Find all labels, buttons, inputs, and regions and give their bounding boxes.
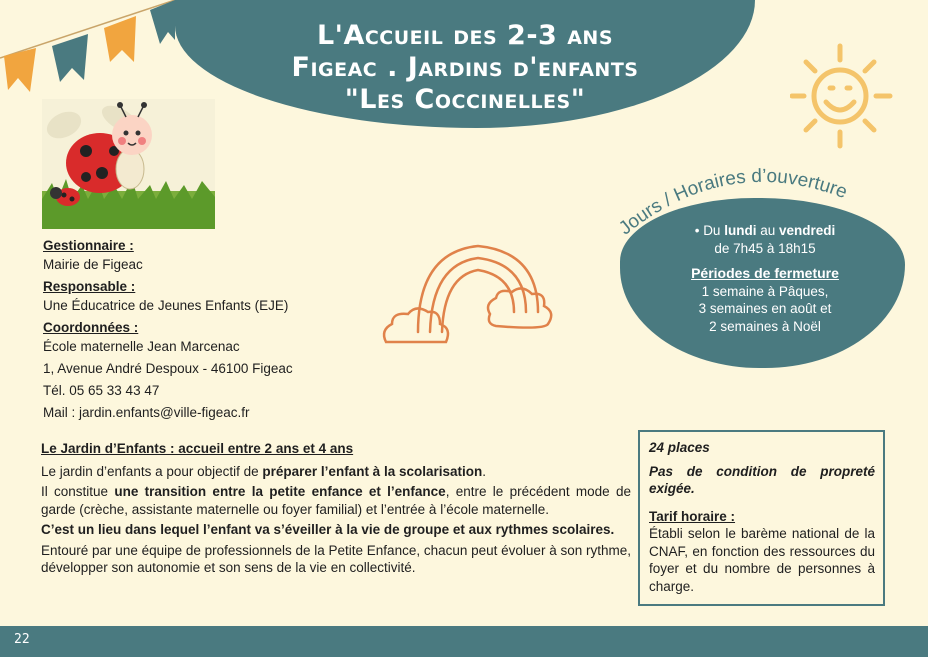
days-lundi: lundi	[724, 223, 757, 238]
p1-end: .	[482, 463, 487, 479]
coordonnees-label: Coordonnées :	[43, 320, 139, 335]
jardin-paragraph-3	[41, 521, 631, 539]
bullet-icon: •	[694, 223, 700, 238]
ladybug-illustration	[42, 99, 215, 229]
p1-bold: préparer l’enfant à la scolarisation	[262, 463, 483, 479]
address: 1, Avenue André Despoux - 46100 Figeac	[43, 361, 293, 376]
rainbow-icon	[378, 232, 578, 362]
p3-bold: C’est un lieu dans lequel l’enfant va s’éveiller à la vie de groupe et aux rythmes scolaires.	[41, 522, 615, 537]
hours-details	[640, 222, 890, 335]
responsable-value: Une Éducatrice de Jeunes Enfants (EJE)	[43, 298, 289, 313]
gestionnaire-label: Gestionnaire :	[43, 238, 134, 253]
p2-bold: une transition entre la petite enfance et l’enfance	[114, 484, 446, 499]
tarif-text: Établi selon le barème national de la CNAF, en fonction des ressources du foyer et du nombre de personnes à charge.	[649, 526, 875, 594]
jardin-heading: Le Jardin d’Enfants : accueil entre 2 ans et 4 ans	[41, 441, 354, 456]
responsable-label: Responsable :	[43, 279, 136, 294]
days-line	[640, 222, 890, 240]
time-range: de 7h45 à 18h15	[714, 240, 816, 256]
phone: Tél. 05 65 33 43 47	[43, 383, 160, 398]
p2-end: , entre le précédent mode de garde (crèche, assistante maternelle ou foyer familial) et l’entrée à l’école maternelle.	[41, 484, 631, 517]
jardin-paragraph-2	[41, 483, 631, 518]
closure-periods-label: Périodes de fermeture	[691, 265, 839, 281]
page-title	[200, 20, 730, 116]
school-name: École maternelle Jean Marcenac	[43, 339, 240, 354]
p1-text: Le jardin d’enfants a pour objectif de	[41, 463, 263, 479]
bunting-decoration	[0, 0, 175, 100]
title-line-1: L'Accueil des 2-3 ans	[316, 20, 614, 51]
closure-3: 2 semaines à Noël	[709, 318, 821, 334]
gestionnaire-value: Mairie de Figeac	[43, 257, 143, 272]
days-au: au	[760, 223, 776, 238]
info-box	[638, 430, 885, 606]
closure-1: 1 semaine à Pâques,	[701, 283, 829, 299]
cleanliness-condition: Pas de condition de propreté exigée.	[649, 463, 875, 496]
places-count: 24 places	[649, 440, 710, 455]
title-line-3: "Les Coccinelles"	[344, 84, 586, 115]
sun-icon	[790, 40, 900, 150]
jardin-paragraph-4: Entouré par une équipe de professionnels de la Petite Enfance, chacun peut évoluer à son rythme, développer son autonomie et son sens de la vie en collectivité.	[41, 542, 631, 575]
days-vendredi: vendredi	[779, 223, 836, 238]
p2-text: Il constitue	[41, 484, 115, 499]
email[interactable]: Mail : jardin.enfants@ville-figeac.fr	[43, 405, 250, 420]
footer-bar	[0, 626, 928, 657]
days-du: Du	[703, 223, 721, 238]
jardin-description	[41, 440, 631, 580]
title-line-2: Figeac . Jardins d'enfants	[291, 52, 639, 83]
jardin-paragraph-1	[41, 463, 631, 481]
hours-arc-text: Jours / Horaires d’ouverture	[615, 165, 850, 240]
tarif-label: Tarif horaire :	[649, 508, 736, 524]
closure-2: 3 semaines en août et	[698, 301, 832, 316]
contact-info	[43, 236, 373, 422]
page-number: 22	[14, 632, 30, 647]
